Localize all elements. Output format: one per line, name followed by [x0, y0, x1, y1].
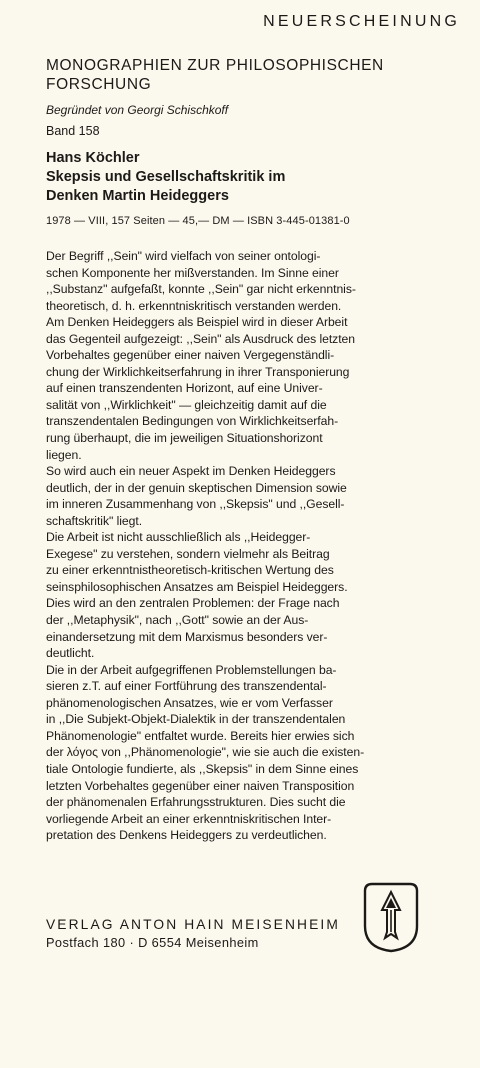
series-founder: Begründet von Georgi Schischkoff	[46, 103, 229, 117]
publisher-block	[46, 916, 340, 952]
description-line: So wird auch ein neuer Aspekt im Denken Heideggers	[46, 464, 336, 479]
description-line: schaftskritik" liegt.	[46, 513, 143, 528]
description-line: Der Begriff ,,Sein" wird vielfach von seiner ontologi-	[46, 249, 321, 263]
description-line: in ,,Die Subjekt-Objekt-Dialektik in der transzendentalen	[46, 712, 346, 727]
book-title-line-1: Skepsis und Gesellschaftskritik im	[46, 169, 286, 185]
description-line: Am Denken Heideggers als Beispiel wird in dieser Arbeit	[46, 315, 348, 330]
book-header	[46, 149, 466, 206]
description-line: sieren z.T. auf einer Fortführung des transzendental-	[46, 679, 327, 694]
publisher-address: Postfach 180 · D 6554 Meisenheim	[46, 935, 259, 950]
description-line: im inneren Zusammenhang von ,,Skepsis" und ,,Gesell-	[46, 497, 345, 512]
description-line: auf einen transzendenten Horizont, auf eine Univer-	[46, 381, 323, 396]
publisher-name: VERLAG ANTON HAIN MEISENHEIM	[46, 917, 340, 932]
description-line: transzendentalen Bedingungen von Wirklichkeitserfah-	[46, 414, 339, 429]
description-line: rung überhaupt, die im jeweiligen Situationshorizont	[46, 431, 323, 446]
description-line: zu einer erkenntnistheoretisch-kritischen Wertung des	[46, 563, 334, 578]
description-line: seinsphilosophischen Ansatzes am Beispiel Heideggers.	[46, 579, 348, 594]
description-line: Exegese" zu verstehen, sondern vielmehr als Beitrag	[46, 546, 330, 561]
description-line: deutlich, der in der genuin skeptischen Dimension sowie	[46, 480, 347, 495]
description-line: phänomenologischen Ansatzes, wie er vom Verfasser	[46, 695, 333, 710]
description-line: deutlicht.	[46, 646, 95, 661]
description-line: der λόγος von ,,Phänomenologie", wie sie auch die existen-	[46, 745, 365, 760]
series-title	[46, 56, 466, 94]
publisher-emblem-icon	[362, 880, 420, 954]
description-line: pretation des Denkens Heideggers zu verdeutlichen.	[46, 828, 327, 843]
description-line: chung der Wirklichkeitserfahrung in ihrer Transponierung	[46, 364, 350, 379]
description-line: letzten Vorbehaltes gegenüber einer naiven Transposition	[46, 778, 355, 793]
description-line: schen Komponente her mißverstanden. Im Sinne einer	[46, 265, 339, 280]
description-text	[46, 248, 472, 844]
description-line: vorliegende Arbeit an einer erkenntniskritischen Inter-	[46, 811, 332, 826]
author-name: Hans Köchler	[46, 150, 140, 166]
publication-details: 1978 — VIII, 157 Seiten — 45,— DM — ISBN 3-445-01381-0	[46, 215, 350, 227]
series-title-line-1: MONOGRAPHIEN ZUR PHILOSOPHISCHEN	[46, 57, 384, 74]
description-line: theoretisch, d. h. erkenntniskritisch verstanden werden.	[46, 298, 342, 313]
description-line: der phänomenalen Erfahrungsstrukturen. Dies sucht die	[46, 795, 346, 810]
volume-number: Band 158	[46, 124, 100, 138]
description-line: einandersetzung mit dem Marxismus besonders ver-	[46, 629, 328, 644]
description-line: Vorbehaltes gegenüber einer naiven Vergegenständli-	[46, 348, 335, 363]
description-line: das Gegenteil aufgezeigt: ,,Sein" als Ausdruck des letzten	[46, 331, 356, 346]
description-line: salität von ,,Wirklichkeit" — gleichzeitig damit auf die	[46, 397, 327, 412]
description-line: Phänomenologie" entfaltet wurde. Bereits hier erwies sich	[46, 728, 355, 743]
description-line: liegen.	[46, 447, 82, 462]
description-line: tiale Ontologie fundierte, als ,,Skepsis" in dem Sinne eines	[46, 761, 359, 776]
series-title-line-2: FORSCHUNG	[46, 76, 152, 93]
description-line: Dies wird an den zentralen Problemen: der Frage nach	[46, 596, 340, 611]
announcement-heading: NEUERSCHEINUNG	[263, 13, 460, 30]
description-line: Die in der Arbeit aufgegriffenen Problemstellungen ba-	[46, 662, 337, 677]
description-line: der ,,Metaphysik", nach ,,Gott" sowie an der Aus-	[46, 613, 309, 628]
book-title-line-2: Denken Martin Heideggers	[46, 188, 229, 204]
description-line: ,,Substanz" aufgefaßt, konnte ,,Sein" gar nicht erkenntnis-	[46, 282, 356, 297]
description-line: Die Arbeit ist nicht ausschließlich als ,,Heidegger-	[46, 530, 311, 545]
